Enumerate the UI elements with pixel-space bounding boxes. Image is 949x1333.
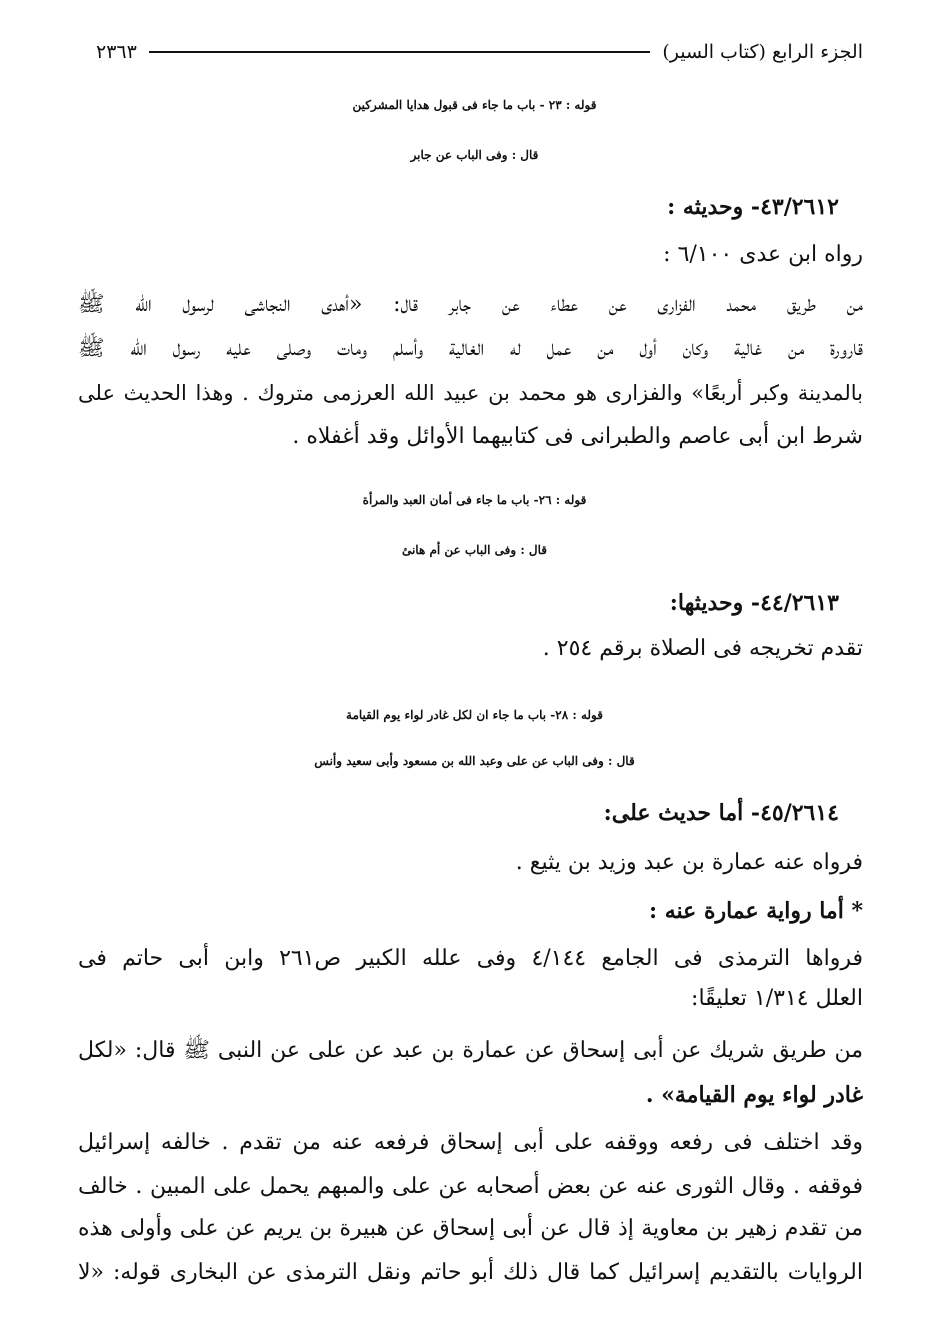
page-header (96, 36, 863, 68)
chapter-heading: قوله : ٢٣ - باب ما جاء فى قبول هدايا المشركين (352, 98, 597, 112)
text-line: فرواها الترمذى فى الجامع ٤/١٤٤ وفى علله الكبير ص٢٦١ وابن أبى حاتم فى (78, 946, 863, 971)
text-line: العلل ١/٣١٤ تعليقًا: (691, 986, 863, 1011)
page-number: ٢٣٦٣ (96, 41, 137, 63)
sub-heading: * أما رواية عمارة عنه : (648, 898, 863, 924)
text-line: قارورة من غالية وكان أول من عمل له الغالية وأسلم ومات وصلى عليه رسول الله ﷺ (78, 336, 863, 361)
text-line: وقد اختلف فى رفعه ووقفه على أبى إسحاق فرفعه عنه من تقدم . خالفه إسرائيل (78, 1130, 863, 1155)
text-line: من تقدم زهير بن معاوية إذ قال عن أبى إسحاق عن هبيرة بن يريم عن على وأولى هذه (78, 1216, 863, 1241)
chapter-subheading: قال : وفى الباب عن أم هانئ (401, 543, 548, 557)
header-rule (149, 51, 651, 53)
chapter-subheading: قال : وفى الباب عن جابر (410, 148, 539, 162)
text-line: تقدم تخريجه فى الصلاة برقم ٢٥٤ . (542, 636, 863, 661)
running-title: الجزء الرابع (كتاب السير) (662, 41, 863, 63)
text-line: بالمدينة وكبر أربعًا» والفزارى هو محمد بن عبيد الله العرزمى متروك . وهذا الحديث على (78, 381, 863, 405)
hadith-text: غادر لواء يوم القيامة» . (645, 1082, 863, 1108)
text-line: من طريق شريك عن أبى إسحاق عن عمارة بن عبد عن على عن النبى ﷺ قال: «لكل (78, 1038, 863, 1063)
text-line: شرط ابن أبى عاصم والطبرانى فى كتابيهما الأوائل وقد أغفلاه . (292, 424, 863, 449)
chapter-heading: قوله : ٢٨- باب ما جاء ان لكل غادر لواء يوم القيامة (346, 708, 603, 722)
chapter-subheading: قال : وفى الباب عن على وعبد الله بن مسعود وأبى سعيد وأنس (314, 754, 635, 768)
text-line: فرواه عنه عمارة بن عبد وزيد بن يثيع . (515, 850, 863, 875)
text-line: الروايات بالتقديم إسرائيل كما قال ذلك أبو حاتم ونقل الترمذى عن البخارى قوله: «لا (78, 1260, 863, 1285)
hadith-number: ٤٣/٢٦١٢- وحديثه : (667, 194, 839, 220)
chapter-heading: قوله : ٢٦- باب ما جاء فى أمان العبد والمرأة (362, 493, 587, 507)
hadith-number: ٤٥/٢٦١٤- أما حديث على: (603, 800, 839, 826)
text-line: رواه ابن عدى ٦/١٠٠ : (663, 242, 863, 267)
text-line: فوقفه . وقال الثورى عنه عن بعض أصحابه عن على والمبهم يحمل على المبين . خالف (78, 1174, 863, 1199)
text-line: من طريق محمد الفزارى عن عطاء عن جابر قال: «أهدى النجاشى لرسول الله ﷺ (78, 292, 863, 317)
hadith-number: ٤٤/٢٦١٣- وحديثها: (669, 590, 839, 616)
